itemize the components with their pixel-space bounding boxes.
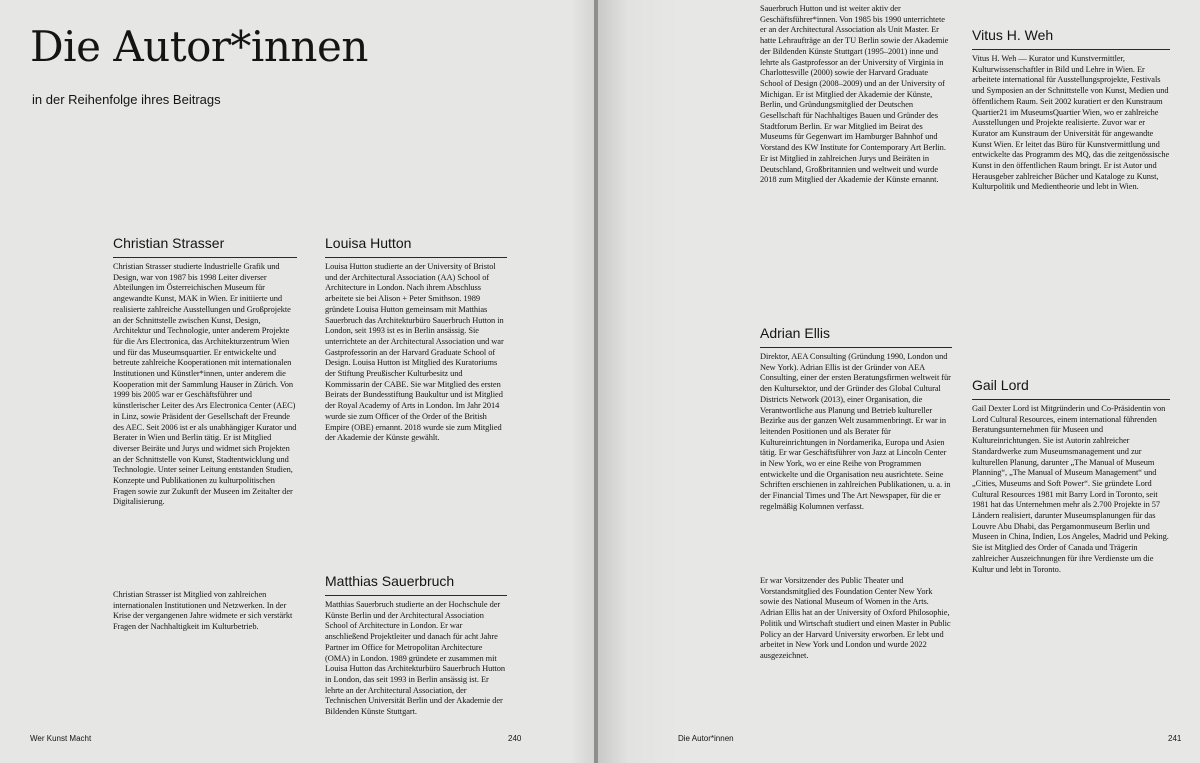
divider xyxy=(972,399,1170,400)
page-number: 240 xyxy=(508,734,522,743)
bio-adrian-ellis-2: Er war Vorsitzender des Public Theater und Vorstandsmitglied des Foundation Center New York sowie des National Museum of Women in the Arts. Adrian Ellis hat an der University of Oxford Philosophie, Politik und Wirtschaft studiert und einen Master in Public Policy an der Harvard University erworben. Er lebt und arbeitet in New York und London und wurde 2022 ausgezeichnet. xyxy=(760,576,951,660)
page-number: 241 xyxy=(1168,734,1182,743)
bio-matthias-sauerbruch-continued: Sauerbruch Hutton und ist weiter aktiv der Geschäftsführer*innen. Von 1985 bis 1990 unterrichtete er an der Architectural Association als Unit Master. Er hatte Lehraufträge an der TU Berlin sowie der Akademie der Bildenden Künste Stuttgart (1995–2001) inne und lehrte als Gastprofessor an der University of Virginia in Charlottesville (2000) sowie der Harvard Graduate School of Design (2008–2009) und an der University of Michigan. Er ist Mitglied der Akademie der Künste, Berlin, und Gründungsmitglied der Deutschen Gesellschaft für Nachhaltiges Bauen und Gründer des Stadtforum Berlin. Er war Mitglied im Beirat des Museums für Gegenwart im Hamburger Bahnhof und Vorstand des KW Institute for Contemporary Art Berlin. Er ist Mitglied in zahlreichen Jurys und Beiräten in Deutschland, Großbritannien und weltweit und wurde 2018 zum Mitglied der Akademie der Künste ernannt. xyxy=(760,4,949,185)
author-name-matthias-sauerbruch: Matthias Sauerbruch xyxy=(325,573,455,589)
author-name-christian-strasser: Christian Strasser xyxy=(113,235,225,251)
author-name-louisa-hutton: Louisa Hutton xyxy=(325,235,412,251)
page-subtitle: in der Reihenfolge ihres Beitrags xyxy=(32,92,221,107)
divider xyxy=(325,595,507,596)
running-footer: Wer Kunst Macht xyxy=(30,734,92,743)
left-page xyxy=(0,0,594,763)
divider xyxy=(760,347,952,348)
bio-louisa-hutton: Louisa Hutton studierte an der University of Bristol und der Architectural Association (AA) School of Architecture in London. Nach ihrem Abschluss arbeitete sie bei Alison + Peter Smithson. 1989 gründete Louisa Hutton gemeinsam mit Matthias Sauerbruch das Architekturbüro Sauerbruch Hutton in London, seit 1993 ist es in Berlin ansässig. Sie unterrichtete an der Architectural Association und war Gastprofessorin an der Harvard Graduate School of Design. Louisa Hutton ist Mitglied des Kuratoriums der Stiftung Preußischer Kulturbesitz und Kommissarin der CABE. Sie war Mitglied des ersten Beirats der Bundesstiftung Baukultur und ist Mitglied der Royal Academy of Arts in London. Im Jahr 2014 wurde sie zum Officer of the Order of the British Empire (OBE) ernannt. 2018 wurde sie zum Mitglied der Akademie der Künste gewählt. xyxy=(325,262,504,443)
author-name-adrian-ellis: Adrian Ellis xyxy=(760,325,831,341)
author-name-vitus-weh: Vitus H. Weh xyxy=(972,27,1054,43)
bio-vitus-weh: Vitus H. Weh — Kurator und Kunstvermittler, Kulturwissenschaftler in Bild und Lehre in Wien. Er arbeitete international für Ausstellungsprojekte, Festivals und Symposien an der Schnittstelle von Kunst, Medien und öffentlichem Raum. Seit 2002 kuratiert er den Kunstraum Quartier21 im MuseumsQuartier Wien, wo er zahlreiche Ausstellungen und Projekte realisierte. Zuvor war er Kurator am Kunstraum der Universität für angewandte Kunst Wien. Er leitet das Büro für Kunstvermittlung und entwickelte das Programm des MQ, das die zeitgenössische Kunst in den öffentlichen Raum bringt. Er ist Autor und Herausgeber zahlreicher Bücher und Kataloge zu Kunst, Kulturpolitik und Medientheorie und lebt in Wien. xyxy=(972,54,1170,192)
right-page xyxy=(598,0,1200,763)
bio-adrian-ellis: Direktor, AEA Consulting (Gründung 1990, London und New York). Adrian Ellis ist der Gründer von AEA Consulting, einer der ersten Beratungsfirmen weltweit für den Kultursektor, und der Gründer des Global Cultural Districts Network (2013), einer Organisation, die Verantwortliche aus Planung und Betrieb kultureller Bezirke aus der ganzen Welt zusammenbringt. Er war in leitenden Positionen und als Berater für Kultureinrichtungen in Nordamerika, Europa und Asien tätig. Er war Geschäftsführer von Jazz at Lincoln Center in New York, wo er eine Reihe von Programmen entwickelte und die Organisation neu ausrichtete. Seine Schriften erschienen in zahlreichen Publikationen, u. a. in der Financial Times und The Art Newspaper, für die er regelmäßig Kolumnen verfasst. xyxy=(760,352,951,511)
bio-matthias-sauerbruch: Matthias Sauerbruch studierte an der Hochschule der Künste Berlin und der Architectural Association School of Architecture in London. Er war anschließend Projektleiter und danach für acht Jahre Partner im Office for Metropolitan Architecture (OMA) in London. 1989 gründete er zusammen mit Louisa Hutton das Architekturbüro Sauerbruch Hutton in London, das seit 1993 in Berlin ansässig ist. Er lehrte an der Architectural Association, der Technischen Universität Berlin und der Akademie der Bildenden Künste Stuttgart. xyxy=(325,600,506,717)
running-footer: Die Autor*innen xyxy=(678,734,734,743)
bio-christian-strasser-2: Christian Strasser ist Mitglied von zahlreichen internationalen Institutionen und Netzwerken. In der Krise der vergangenen Jahre widmete er sich verstärkt Fragen der Nachhaltigkeit im Kulturbetrieb. xyxy=(113,590,293,632)
page-title: Die Autor*innen xyxy=(30,22,368,71)
divider xyxy=(113,257,297,258)
divider xyxy=(972,49,1170,50)
divider xyxy=(325,257,507,258)
bio-christian-strasser: Christian Strasser studierte Industrielle Grafik und Design, war von 1987 bis 1998 Leiter diverser Abteilungen im Österreichischen Museum für angewandte Kunst, MAK in Wien. Er initiierte und realisierte zahlreiche Ausstellungen und Großprojekte an der Schnittstelle zwischen Kunst, Design, Architektur und Technologie, unter anderem Projekte für die Ars Electronica, das Architekturzentrum Wien und für das Museumsquartier. Er entwickelte und betreute zahlreiche Kooperationen mit internationalen Institutionen und Künstler*innen, unter anderem die Kooperation mit der Sammlung Hauser in Zürich. Von 1999 bis 2005 war er Geschäftsführer und künstlerischer Leiter des Ars Electronica Center (AEC) in Linz, sowie Präsident der Gesellschaft der Freunde des AEC. Seit 2006 ist er als unabhängiger Kurator und Berater in Wien und Berlin tätig. Er ist Mitglied diverser Beiräte und Jurys und widmet sich Projekten an der Schnittstelle von Kunst, Stadtentwicklung und Technologie. Unter seiner Leitung entstanden Studien, Konzepte und Publikationen zu kulturpolitischen Fragen sowie zur Zukunft der Museen im Zeitalter der Digitalisierung. xyxy=(113,262,297,507)
bio-gail-lord: Gail Dexter Lord ist Mitgründerin und Co-Präsidentin von Lord Cultural Resources, einem international führenden Beratungsunternehmen für Museen und Kultureinrichtungen. Sie ist Autorin zahlreicher Standardwerke zum Museumsmanagement und zur kulturellen Planung, darunter „The Manual of Museum Planning“, „The Manual of Museum Management“ und „Cities, Museums and Soft Power“. Sie gründete Lord Cultural Resources 1981 mit Barry Lord in Toronto, seit 1981 hat das Unternehmen mehr als 2.700 Projekte in 57 Ländern realisiert, darunter Museumsplanungen für das Louvre Abu Dhabi, das Pergamonmuseum Berlin und Museen in China, Indien, Los Angeles, Madrid und Peking. Sie ist Mitglied des Order of Canada und Trägerin zahlreicher Auszeichnungen für ihre Verdienste um die Kultur und lebt in Toronto. xyxy=(972,404,1169,574)
author-name-gail-lord: Gail Lord xyxy=(972,377,1029,393)
